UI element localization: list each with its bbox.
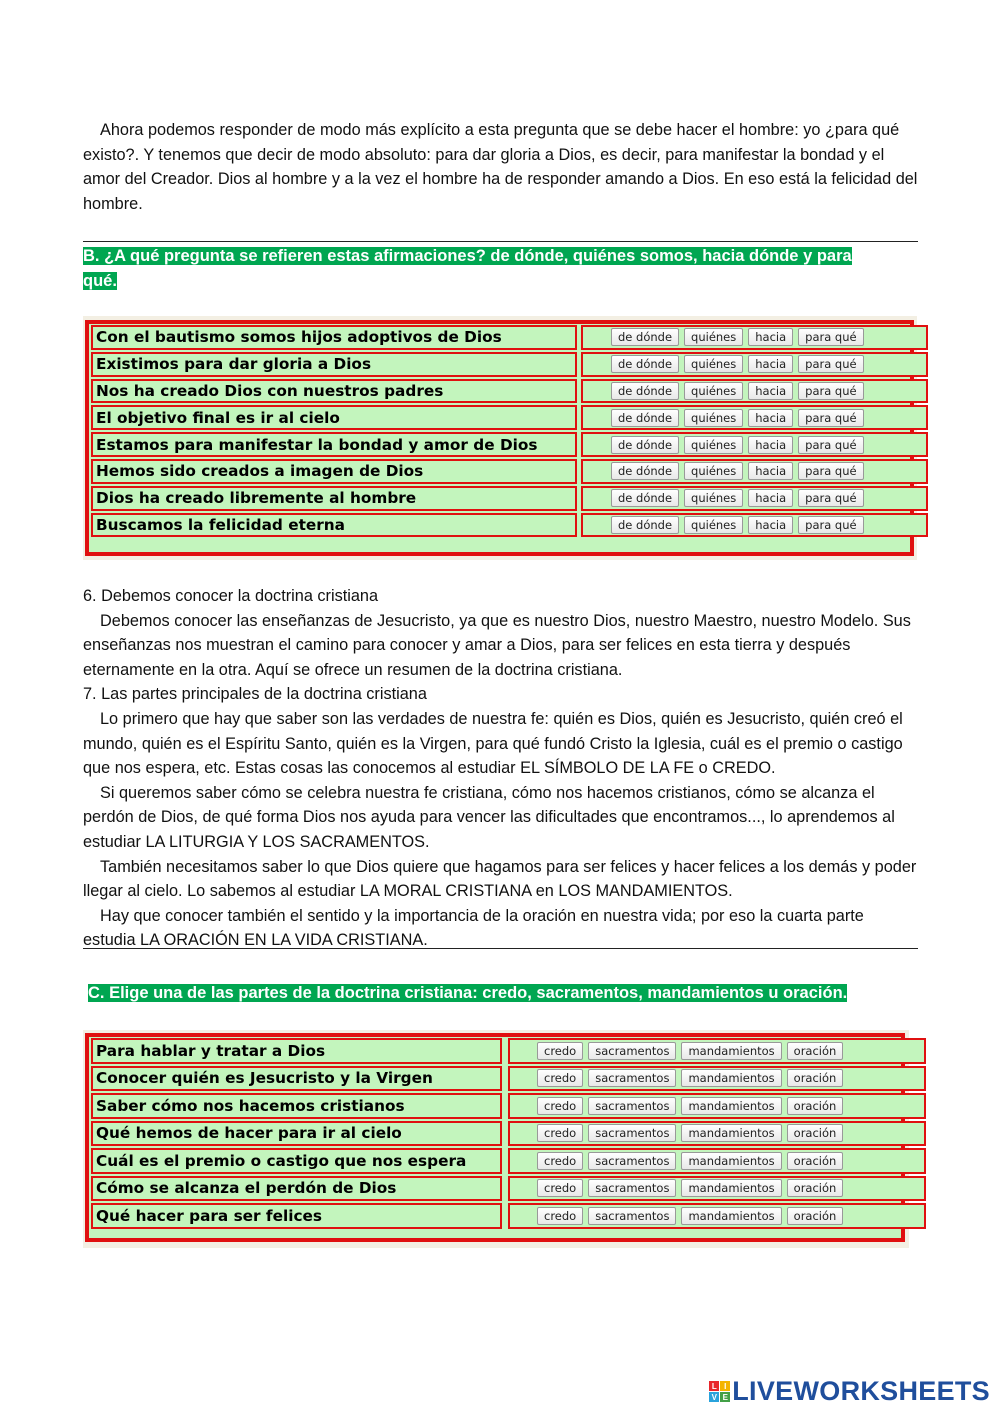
option-button[interactable]: para qué (798, 436, 863, 454)
b-statement: Buscamos la felicidad eterna (91, 513, 577, 538)
option-button[interactable]: de dónde (611, 409, 679, 427)
c-row (89, 1092, 901, 1120)
section-b-heading-line2: qué. (83, 272, 117, 290)
c-answer-options (508, 1066, 926, 1092)
paragraph-7b: Si queremos saber cómo se celebra nuestra fe cristiana, cómo nos hacemos cristianos, cómo se alcanza el perdón de Dios, de qué forma Dios nos ayuda para vencer las dificultades que encontramos..., lo aprendemos al estudiar LA LITURGIA Y LOS SACRAMENTOS. (83, 783, 895, 851)
c-statement: Qué hacer para ser felices (91, 1203, 502, 1229)
section-b-heading (83, 244, 918, 294)
section-c-heading-text: C. Elige una de las partes de la doctrina cristiana: credo, sacramentos, mandamientos u oración. (88, 984, 848, 1002)
paragraph-7d: Hay que conocer también el sentido y la importancia de la oración en nuestra vida; por eso la cuarta parte estudia LA ORACIÓN EN LA VIDA CRISTIANA. (83, 906, 864, 950)
option-button[interactable]: sacramentos (588, 1152, 676, 1170)
option-button[interactable]: sacramentos (588, 1124, 676, 1142)
option-button[interactable]: credo (537, 1152, 583, 1170)
intro-text: Ahora podemos responder de modo más explícito a esta pregunta que se debe hacer el hombre: yo ¿para qué existo?. Y tenemos que decir de modo absoluto: para dar gloria a Dios, es decir, para manifestar la bondad y el amor del Creador. Dios al hombre y a la vez el hombre ha de responder amando a Dios. En eso está la felicidad del hombre. (83, 121, 918, 213)
b-answer-options (581, 352, 928, 377)
c-row (89, 1147, 901, 1175)
intro-paragraph (83, 118, 918, 216)
b-row (89, 378, 910, 405)
doctrine-text (83, 584, 918, 953)
c-answer-options (508, 1038, 926, 1064)
option-button[interactable]: sacramentos (588, 1042, 676, 1060)
option-button[interactable]: hacia (748, 382, 793, 400)
option-button[interactable]: de dónde (611, 355, 679, 373)
b-statement: Nos ha creado Dios con nuestros padres (91, 379, 577, 404)
option-button[interactable]: oración (787, 1042, 844, 1060)
c-row (89, 1065, 901, 1093)
option-button[interactable]: de dónde (611, 489, 679, 507)
option-button[interactable]: oración (787, 1124, 844, 1142)
b-row (89, 512, 910, 539)
option-button[interactable]: quiénes (684, 409, 743, 427)
paragraph-7a: Lo primero que hay que saber son las verdades de nuestra fe: quién es Dios, quién es Jesucristo, quién creó el mundo, quién es el Espíritu Santo, quién es la Virgen, para qué fundó Cristo la Iglesia, cuál es el premio o castigo que nos espera, etc. Estas cosas las conocemos al estudiar EL SÍMBOLO DE LA FE o CREDO. (83, 709, 903, 778)
option-button[interactable]: quiénes (684, 355, 743, 373)
logo-mark-icon: L I V E (709, 1381, 730, 1402)
b-statement: Estamos para manifestar la bondad y amor de Dios (91, 432, 577, 457)
b-row (89, 485, 910, 512)
option-button[interactable]: credo (537, 1042, 583, 1060)
c-answer-options (508, 1121, 926, 1147)
c-statement: Cómo se alcanza el perdón de Dios (91, 1176, 502, 1202)
b-answer-options (581, 379, 928, 404)
option-button[interactable]: mandamientos (681, 1152, 781, 1170)
option-button[interactable]: quiénes (684, 516, 743, 534)
b-statement: Existimos para dar gloria a Dios (91, 352, 577, 377)
option-button[interactable]: credo (537, 1207, 583, 1225)
option-button[interactable]: credo (537, 1179, 583, 1197)
b-row (89, 324, 910, 351)
option-button[interactable]: oración (787, 1069, 844, 1087)
option-button[interactable]: sacramentos (588, 1207, 676, 1225)
option-button[interactable]: hacia (748, 489, 793, 507)
option-button[interactable]: para qué (798, 489, 863, 507)
option-button[interactable]: de dónde (611, 436, 679, 454)
paragraph-6: Debemos conocer las enseñanzas de Jesucristo, ya que es nuestro Dios, nuestro Maestro, nuestro Modelo. Sus enseñanzas nos muestran el camino para conocer y amar a Dios, para ser felices en esta tierra y después eternamente en la otra. Aquí se ofrece un resumen de la doctrina cristiana. (83, 611, 911, 679)
option-button[interactable]: credo (537, 1069, 583, 1087)
option-button[interactable]: hacia (748, 516, 793, 534)
b-statement: Dios ha creado libremente al hombre (91, 486, 577, 511)
c-row (89, 1037, 901, 1065)
option-button[interactable]: hacia (748, 409, 793, 427)
option-button[interactable]: mandamientos (681, 1097, 781, 1115)
b-row (89, 404, 910, 431)
option-button[interactable]: credo (537, 1124, 583, 1142)
paragraph-7c: También necesitamos saber lo que Dios quiere que hagamos para ser felices y hacer felices a los demás y poder llegar al cielo. Lo sabemos al estudiar LA MORAL CRISTIANA en LOS MANDAMIENTOS. (83, 857, 917, 901)
exercise-b-table (85, 320, 914, 556)
option-button[interactable]: hacia (748, 436, 793, 454)
option-button[interactable]: oración (787, 1179, 844, 1197)
option-button[interactable]: hacia (748, 328, 793, 346)
heading-7: 7. Las partes principales de la doctrina cristiana (83, 685, 427, 704)
divider (83, 948, 918, 949)
option-button[interactable]: para qué (798, 462, 863, 480)
section-c-heading (88, 981, 847, 1006)
option-button[interactable]: para qué (798, 382, 863, 400)
option-button[interactable]: mandamientos (681, 1042, 781, 1060)
section-b-heading-line1: B. ¿A qué pregunta se refieren estas afirmaciones? de dónde, quiénes somos, hacia dónde y para (83, 247, 852, 265)
option-button[interactable]: mandamientos (681, 1207, 781, 1225)
option-button[interactable]: de dónde (611, 462, 679, 480)
option-button[interactable]: quiénes (684, 436, 743, 454)
option-button[interactable]: mandamientos (681, 1124, 781, 1142)
b-row (89, 351, 910, 378)
option-button[interactable]: para qué (798, 355, 863, 373)
b-statement: Con el bautismo somos hijos adoptivos de Dios (91, 325, 577, 350)
b-answer-options (581, 325, 928, 350)
option-button[interactable]: oración (787, 1152, 844, 1170)
option-button[interactable]: hacia (748, 355, 793, 373)
option-button[interactable]: sacramentos (588, 1069, 676, 1087)
c-row (89, 1175, 901, 1203)
logo-text: LIVEWORKSHEETS (732, 1376, 990, 1406)
option-button[interactable]: quiénes (684, 328, 743, 346)
option-button[interactable]: hacia (748, 462, 793, 480)
b-answer-options (581, 405, 928, 430)
option-button[interactable]: oración (787, 1207, 844, 1225)
exercise-c (83, 1030, 909, 1248)
heading-6: 6. Debemos conocer la doctrina cristiana (83, 587, 379, 605)
b-answer-options (581, 459, 928, 484)
option-button[interactable]: mandamientos (681, 1069, 781, 1087)
c-statement: Saber cómo nos hacemos cristianos (91, 1093, 502, 1119)
divider (83, 241, 918, 242)
liveworksheets-logo (709, 1376, 990, 1407)
c-answer-options (508, 1093, 926, 1119)
option-button[interactable]: de dónde (611, 328, 679, 346)
c-statement: Para hablar y tratar a Dios (91, 1038, 502, 1064)
c-statement: Cuál es el premio o castigo que nos espera (91, 1148, 502, 1174)
option-button[interactable]: quiénes (684, 382, 743, 400)
b-statement: Hemos sido creados a imagen de Dios (91, 459, 577, 484)
option-button[interactable]: de dónde (611, 516, 679, 534)
b-answer-options (581, 513, 928, 538)
b-statement: El objetivo final es ir al cielo (91, 405, 577, 430)
b-row (89, 431, 910, 458)
exercise-b (83, 316, 917, 560)
b-answer-options (581, 432, 928, 457)
b-answer-options (581, 486, 928, 511)
c-answer-options (508, 1203, 926, 1229)
c-statement: Conocer quién es Jesucristo y la Virgen (91, 1066, 502, 1092)
option-button[interactable]: sacramentos (588, 1179, 676, 1197)
c-row (89, 1202, 901, 1230)
b-row (89, 458, 910, 485)
option-button[interactable]: para qué (798, 409, 863, 427)
c-answer-options (508, 1148, 926, 1174)
option-button[interactable]: mandamientos (681, 1179, 781, 1197)
option-button[interactable]: quiénes (684, 462, 743, 480)
option-button[interactable]: para qué (798, 328, 863, 346)
option-button[interactable]: oración (787, 1097, 844, 1115)
c-answer-options (508, 1176, 926, 1202)
c-statement: Qué hemos de hacer para ir al cielo (91, 1121, 502, 1147)
option-button[interactable]: para qué (798, 516, 863, 534)
c-row (89, 1120, 901, 1148)
option-button[interactable]: quiénes (684, 489, 743, 507)
option-button[interactable]: sacramentos (588, 1097, 676, 1115)
option-button[interactable]: de dónde (611, 382, 679, 400)
option-button[interactable]: credo (537, 1097, 583, 1115)
exercise-c-table (85, 1033, 905, 1242)
